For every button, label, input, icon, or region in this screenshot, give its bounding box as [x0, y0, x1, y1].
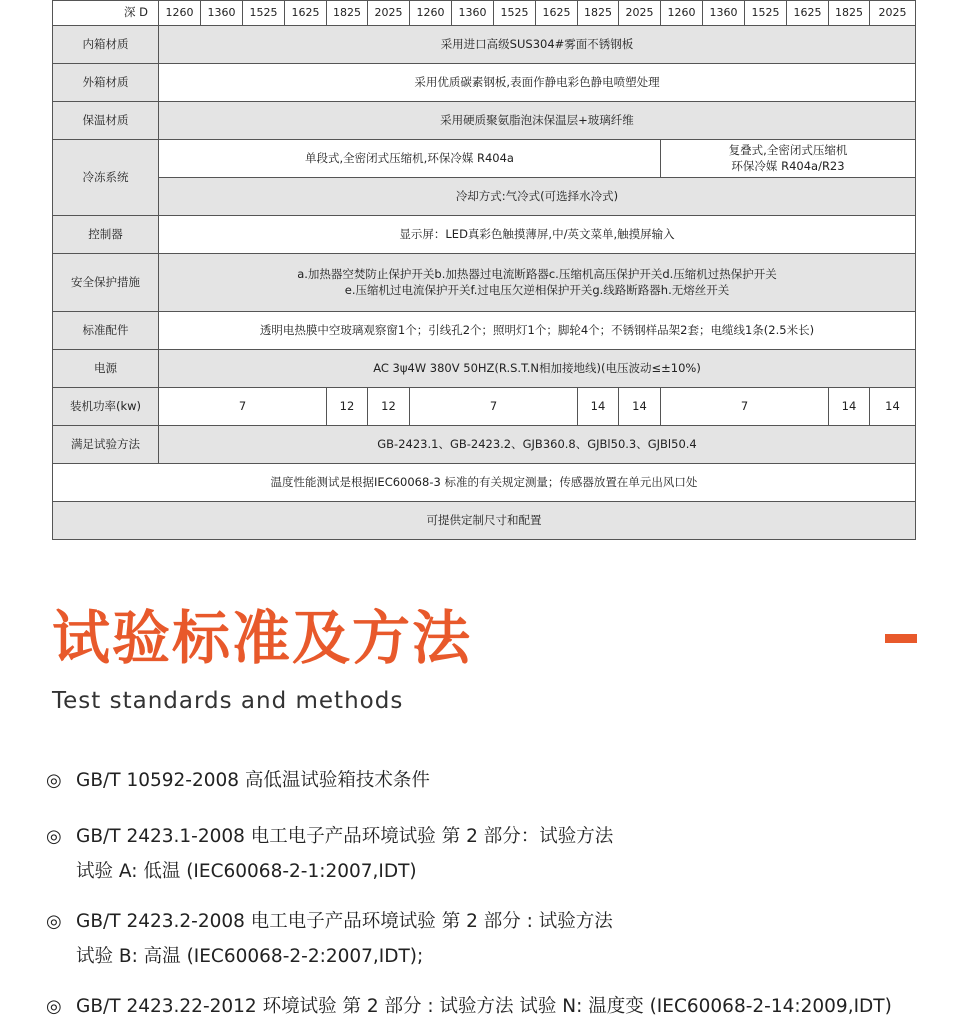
installed-power-cell: 7 [159, 388, 327, 426]
installed-power-cell: 7 [410, 388, 578, 426]
power-row [53, 350, 916, 388]
depth-cell: 1825 [327, 1, 368, 26]
safety-row [53, 254, 916, 312]
depth-cell: 2025 [619, 1, 661, 26]
depth-cell: 1260 [661, 1, 703, 26]
section-subtitle: Test standards and methods [52, 688, 404, 714]
depth-cell: 1360 [201, 1, 243, 26]
depth-cell: 1360 [703, 1, 745, 26]
safety-line1: a.加热器空焚防止保护开关b.加热器过电流断路器c.压缩机高压保护开关d.压缩机过热保护开关 [297, 266, 777, 281]
test-methods-value: GB-2423.1、GB-2423.2、GJB360.8、GJBl50.3、GJBl50.4 [159, 426, 916, 464]
list-item [46, 766, 430, 792]
installed-power-cell: 14 [870, 388, 916, 426]
double-circle-icon: ◎ [46, 770, 62, 791]
cascade-line2: 环保冷媒 R404a/R23 [731, 158, 845, 173]
depth-cell: 1625 [285, 1, 327, 26]
outer-material-row [53, 64, 916, 102]
custom-note: 可提供定制尺寸和配置 [53, 502, 916, 540]
custom-note-row [53, 502, 916, 540]
double-circle-icon: ◎ [46, 911, 62, 932]
safety-value [159, 254, 916, 312]
single-stage-value: 单段式,全密闭式压缩机,环保冷媒 R404a [159, 140, 661, 178]
installed-power-cell: 14 [829, 388, 870, 426]
inner-material-label: 内箱材质 [53, 26, 159, 64]
installed-power-cell: 12 [368, 388, 410, 426]
controller-label: 控制器 [53, 216, 159, 254]
cooling-row [53, 178, 916, 216]
accessories-label: 标准配件 [53, 312, 159, 350]
installed-power-cell: 14 [578, 388, 619, 426]
standard-line1: GB/T 10592-2008 高低温试验箱技术条件 [76, 770, 430, 791]
depth-cell: 1260 [410, 1, 452, 26]
cascade-value [661, 140, 916, 178]
refrigeration-row [53, 140, 916, 178]
depth-cell: 1525 [494, 1, 536, 26]
installed-power-cell: 7 [661, 388, 829, 426]
standard-line1: GB/T 2423.1-2008 电工电子产品环境试验 第 2 部分：试验方法 [76, 826, 614, 847]
list-item [46, 907, 613, 968]
standard-line2: 试验 B: 高温 (IEC60068-2-2:2007,IDT); [76, 946, 424, 967]
depth-cell: 1260 [159, 1, 201, 26]
depth-cell: 1825 [829, 1, 870, 26]
list-item [46, 822, 613, 883]
depth-cell: 1825 [578, 1, 619, 26]
depth-cell: 1625 [787, 1, 829, 26]
controller-row [53, 216, 916, 254]
section-title: 试验标准及方法 [52, 604, 473, 672]
safety-label: 安全保护措施 [53, 254, 159, 312]
depth-cell: 1625 [536, 1, 578, 26]
power-label: 电源 [53, 350, 159, 388]
inner-material-value: 采用进口高级SUS304#雾面不锈钢板 [159, 26, 916, 64]
standard-line1: GB/T 2423.2-2008 电工电子产品环境试验 第 2 部分 : 试验方法 [76, 911, 613, 932]
depth-label: 深 D [53, 1, 159, 26]
depth-row [53, 1, 916, 26]
inner-material-row [53, 26, 916, 64]
installed-power-cell: 14 [619, 388, 661, 426]
accessories-row [53, 312, 916, 350]
insulation-value: 采用硬质聚氨脂泡沫保温层+玻璃纤维 [159, 102, 916, 140]
accessories-value: 透明电热膜中空玻璃观察窗1个；引线孔2个；照明灯1个；脚轮4个；不锈钢样品架2套；电缆线1条(2.5米长) [159, 312, 916, 350]
cooling-value: 冷却方式:气冷式(可选择水冷式) [159, 178, 916, 216]
controller-value: 显示屏：LED真彩色触摸薄屏,中/英文菜单,触摸屏输入 [159, 216, 916, 254]
depth-cell: 1525 [745, 1, 787, 26]
safety-line2: e.压缩机过电流保护开关f.过电压欠逆相保护开关g.线路断路器h.无熔丝开关 [344, 282, 730, 297]
list-item [46, 992, 892, 1018]
depth-cell: 1360 [452, 1, 494, 26]
standard-line1: GB/T 2423.22-2012 环境试验 第 2 部分 : 试验方法 试验 N: 温度变 (IEC60068-2-14:2009,IDT) [76, 996, 892, 1017]
installed-power-label: 装机功率(kw) [53, 388, 159, 426]
title-accent-bar [885, 634, 917, 643]
outer-material-label: 外箱材质 [53, 64, 159, 102]
refrigeration-label: 冷冻系统 [53, 140, 159, 216]
insulation-label: 保温材质 [53, 102, 159, 140]
outer-material-value: 采用优质碳素钢板,表面作静电彩色静电喷塑处理 [159, 64, 916, 102]
test-methods-label: 满足试验方法 [53, 426, 159, 464]
power-value: AC 3ψ4W 380V 50HZ(R.S.T.N相加接地线)(电压波动≤±10%) [159, 350, 916, 388]
test-methods-row [53, 426, 916, 464]
installed-power-cell: 12 [327, 388, 368, 426]
double-circle-icon: ◎ [46, 826, 62, 847]
double-circle-icon: ◎ [46, 996, 62, 1017]
depth-cell: 2025 [870, 1, 916, 26]
insulation-row [53, 102, 916, 140]
depth-cell: 2025 [368, 1, 410, 26]
standard-line2: 试验 A: 低温 (IEC60068-2-1:2007,IDT) [76, 861, 417, 882]
depth-cell: 1525 [243, 1, 285, 26]
temperature-note-row [53, 464, 916, 502]
spec-table [52, 0, 916, 540]
installed-power-row [53, 388, 916, 426]
temperature-note: 温度性能测试是根据IEC60068-3 标准的有关规定测量；传感器放置在单元出风口处 [53, 464, 916, 502]
cascade-line1: 复叠式,全密闭式压缩机 [728, 142, 848, 157]
